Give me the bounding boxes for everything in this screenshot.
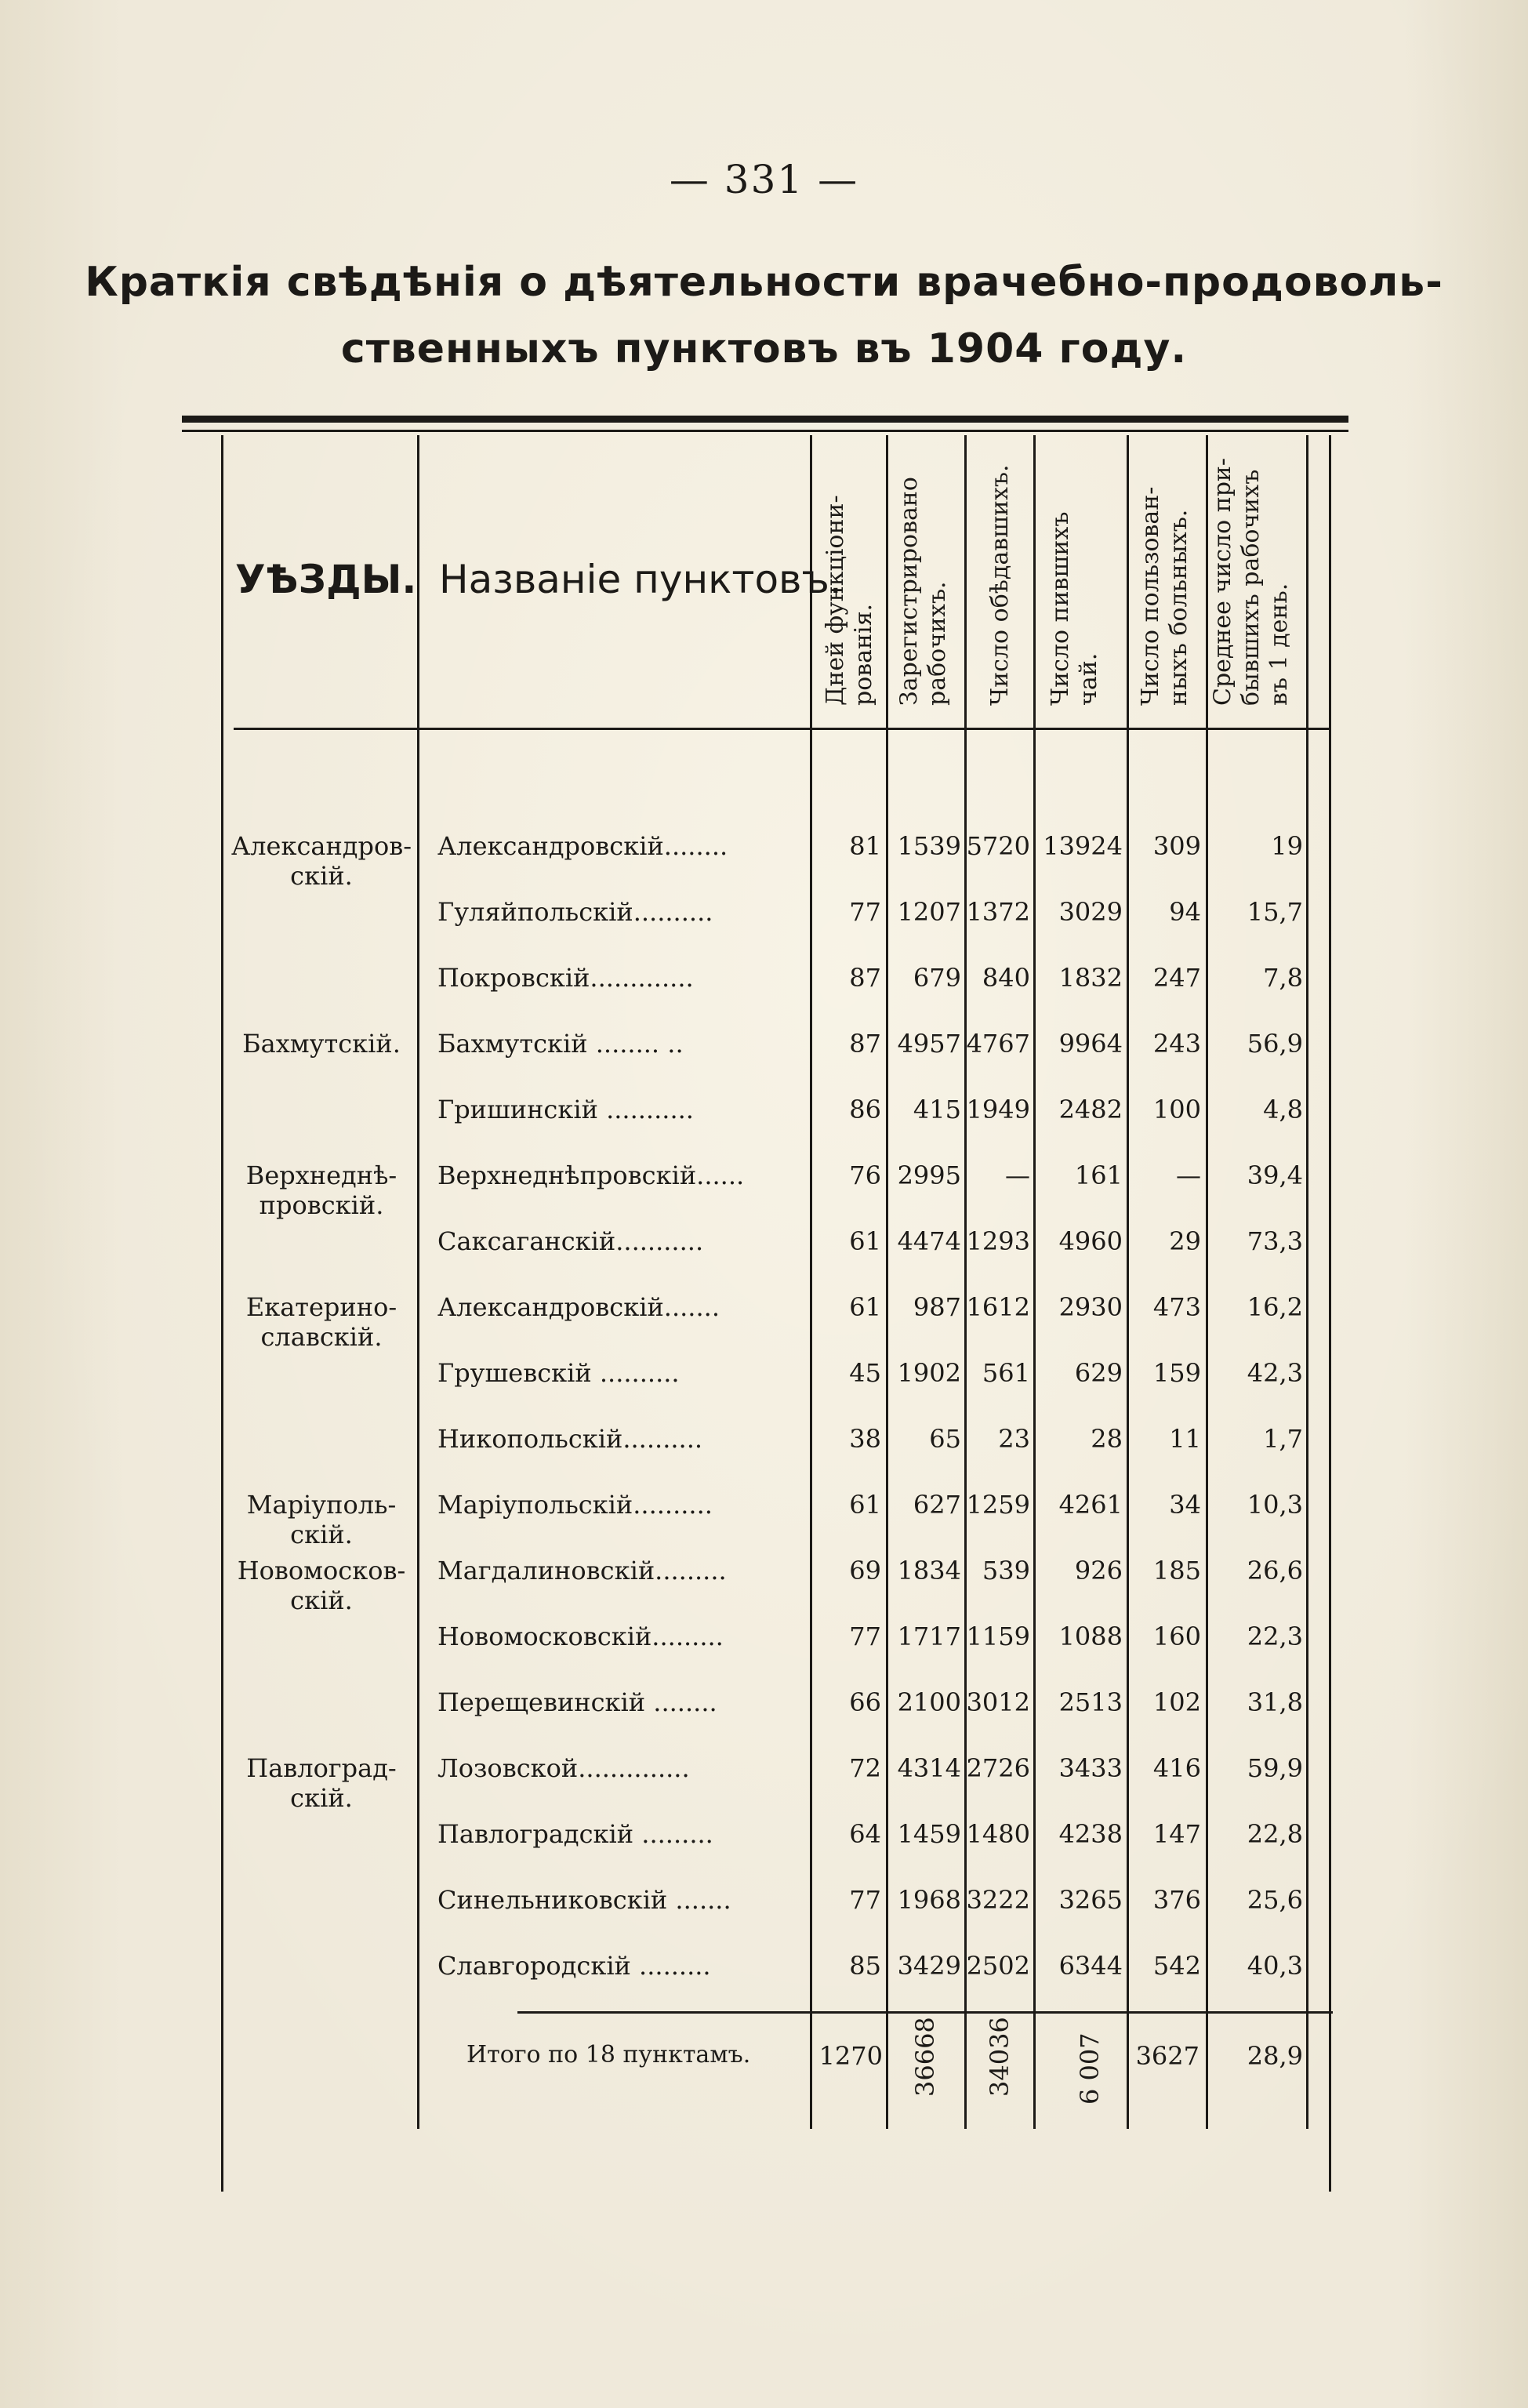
point-name: Синельниковскій ....... — [437, 1885, 731, 1915]
total-tea: 6 007 — [1075, 2032, 1105, 2105]
cell-tea: 1088 — [1058, 1622, 1123, 1651]
point-name: Гришинскій ........... — [437, 1095, 694, 1124]
cell-sick: 102 — [1152, 1687, 1201, 1717]
cell-days: 87 — [849, 963, 881, 993]
cell-tea: 28 — [1091, 1424, 1123, 1454]
col-divider-tea — [1127, 435, 1129, 2129]
point-name: Александровскій....... — [437, 1292, 720, 1322]
cell-fed: 3012 — [966, 1687, 1030, 1717]
page: — 331 — Краткія свѣдѣнія о дѣятельности врачебно-продоволь- ственныхъ пунктовъ въ 1904 году. УѢЗДЫ. Названіе пунктовъ. Дней функціони- рованія. Зарегистрировано рабочихъ. Число обѣдавшихъ. Число пившихъ чай. Число пользован- ныхъ больныхъ. Среднее число при- бывшихъ рабочихъ въ 1 день. Александров- скій. Александровскій........ 81 1539 5720 13924 309 19 Гуляйпольскій.......... 77 1207 1372 3029 94 15,7 Покровскій............. 87 679 840 1832 247 7,8 Бахмутскій. Бахмутскій ........ .. 87 4957 4767 9964 243 56,9 Гришинскій ........... 86 415 1949 2482 100 4,8 Верхнеднѣ- провскій. Верхнеднѣпровскій...... 76 2995 — 161 — 39,4 Саксаганскій........... 61 4474 1293 4960 29 73,3 Екатерино- славскій. Александровскій....... 61 987 1612 2930 473 16,2 Грушевскій .......... 45 1902 561 629 159 42,3 Никопольскій.......... 38 65 23 28 11 1,7 Маріуполь- скій. Маріупольскій.......... 61 627 1259 4261 34 10,3 Новомосков- скій. Магдалиновскій......... 69 1834 539 926 185 26,6 Новомосковскій......... 77 1717 1159 1088 160 22,3 Перещевинскій ........ 66 2100 3012 2513 102 31,8 Павлоград- скій. Лозовской.............. 72 4314 2726 3433 416 59,9 Павлоградскій ......... 64 1459 1480 4238 147 22,8 Синельниковскій ....... 77 1968 3222 3265 376 25,6 Славгородскій ......... 85 3429 2502 6344 542 40,3 Итого по 18 пунктамъ. 1270 36668 34036 6 007 3627 28,9 — [0, 0, 1528, 2408]
cell-sick: 34 — [1169, 1490, 1201, 1520]
point-name: Гуляйпольскій.......... — [437, 897, 713, 927]
cell-days: 87 — [849, 1029, 881, 1059]
col-divider-uezd — [417, 435, 419, 2129]
cell-fed: 2726 — [966, 1753, 1030, 1783]
cell-avg: 10,3 — [1247, 1490, 1303, 1520]
cell-days: 76 — [849, 1160, 881, 1190]
cell-reg: 1459 — [897, 1819, 961, 1849]
header-name: Названіе пунктовъ. — [439, 557, 842, 602]
cell-fed: 1612 — [966, 1292, 1030, 1322]
cell-fed: 561 — [982, 1358, 1030, 1388]
cell-avg: 40,3 — [1247, 1951, 1303, 1981]
col-divider-name — [810, 435, 812, 2129]
cell-tea: 629 — [1074, 1358, 1123, 1388]
cell-reg: 679 — [913, 963, 961, 993]
cell-tea: 13924 — [1043, 831, 1123, 861]
cell-reg: 2100 — [897, 1687, 961, 1717]
cell-avg: 42,3 — [1247, 1358, 1303, 1388]
cell-fed: 1949 — [966, 1095, 1030, 1124]
cell-avg: 19 — [1271, 831, 1303, 861]
cell-sick: 542 — [1152, 1951, 1201, 1981]
total-avg: 28,9 — [1247, 2041, 1303, 2071]
point-name: Славгородскій ......... — [437, 1951, 711, 1981]
point-name: Новомосковскій......... — [437, 1622, 724, 1651]
cell-sick: 159 — [1152, 1358, 1201, 1388]
cell-days: 45 — [849, 1358, 881, 1388]
col-divider-reg — [964, 435, 967, 2129]
cell-tea: 926 — [1074, 1556, 1123, 1585]
cell-days: 61 — [849, 1226, 881, 1256]
uezd-label: Александров- скій. — [230, 831, 412, 891]
total-sick: 3627 — [1135, 2041, 1200, 2071]
cell-days: 64 — [849, 1819, 881, 1849]
header-uezd: УѢЗДЫ. — [235, 557, 417, 602]
col-divider-sick — [1206, 435, 1208, 2129]
cell-days: 81 — [849, 831, 881, 861]
cell-reg: 4314 — [897, 1753, 961, 1783]
cell-avg: 4,8 — [1263, 1095, 1303, 1124]
cell-tea: 1832 — [1058, 963, 1123, 993]
total-days: 1270 — [818, 2041, 883, 2071]
uezd-label: Маріуполь- скій. — [246, 1490, 397, 1549]
cell-days: 72 — [849, 1753, 881, 1783]
cell-tea: 4261 — [1058, 1490, 1123, 1520]
cell-reg: 987 — [913, 1292, 961, 1322]
cell-days: 85 — [849, 1951, 881, 1981]
cell-tea: 161 — [1074, 1160, 1123, 1190]
cell-sick: 29 — [1169, 1226, 1201, 1256]
point-name: Перещевинскій ........ — [437, 1687, 717, 1717]
cell-fed: 23 — [998, 1424, 1030, 1454]
cell-reg: 415 — [913, 1095, 961, 1124]
cell-days: 77 — [849, 1622, 881, 1651]
cell-days: 38 — [849, 1424, 881, 1454]
cell-fed: 1293 — [966, 1226, 1030, 1256]
point-name: Магдалиновскій......... — [437, 1556, 727, 1585]
cell-tea: 9964 — [1058, 1029, 1123, 1059]
cell-avg: 59,9 — [1247, 1753, 1303, 1783]
cell-days: 61 — [849, 1490, 881, 1520]
cell-tea: 4238 — [1058, 1819, 1123, 1849]
title-line-2: ственныхъ пунктовъ въ 1904 году. — [340, 325, 1188, 372]
cell-reg: 1539 — [897, 831, 961, 861]
cell-fed: 1259 — [966, 1490, 1030, 1520]
cell-fed: 840 — [982, 963, 1030, 993]
cell-tea: 2513 — [1058, 1687, 1123, 1717]
cell-avg: 1,7 — [1263, 1424, 1303, 1454]
cell-days: 66 — [849, 1687, 881, 1717]
uezd-label: Бахмутскій. — [242, 1029, 401, 1059]
cell-sick: 416 — [1152, 1753, 1201, 1783]
total-label: Итого по 18 пунктамъ. — [466, 2041, 751, 2068]
cell-days: 77 — [849, 1885, 881, 1915]
title-line-1: Краткія свѣдѣнія о дѣятельности врачебно-продоволь- — [85, 259, 1443, 306]
cell-sick: 160 — [1152, 1622, 1201, 1651]
cell-sick: 94 — [1169, 897, 1201, 927]
point-name: Александровскій........ — [437, 831, 728, 861]
cell-avg: 73,3 — [1247, 1226, 1303, 1256]
cell-fed: 3222 — [966, 1885, 1030, 1915]
cell-sick: 185 — [1152, 1556, 1201, 1585]
cell-fed: 2502 — [966, 1951, 1030, 1981]
cell-reg: 627 — [913, 1490, 961, 1520]
cell-days: 77 — [849, 897, 881, 927]
uezd-label: Екатерино- славскій. — [245, 1292, 397, 1352]
cell-days: 69 — [849, 1556, 881, 1585]
table-left-border — [221, 435, 223, 2192]
cell-sick: 147 — [1152, 1819, 1201, 1849]
cell-sick: 243 — [1152, 1029, 1201, 1059]
total-fed: 34036 — [985, 2017, 1014, 2097]
cell-tea: 4960 — [1058, 1226, 1123, 1256]
cell-avg: 15,7 — [1247, 897, 1303, 927]
cell-fed: 1159 — [966, 1622, 1030, 1651]
cell-fed: 1372 — [966, 897, 1030, 927]
point-name: Саксаганскій........... — [437, 1226, 704, 1256]
point-name: Покровскій............. — [437, 963, 694, 993]
cell-avg: 39,4 — [1247, 1160, 1303, 1190]
header-bottom-rule — [234, 728, 1331, 730]
point-name: Лозовской.............. — [437, 1753, 690, 1783]
point-name: Грушевскій .......... — [437, 1358, 680, 1388]
uezd-label: Верхнеднѣ- провскій. — [245, 1160, 397, 1220]
col-divider-days — [886, 435, 888, 2129]
cell-tea: 2482 — [1058, 1095, 1123, 1124]
cell-days: 61 — [849, 1292, 881, 1322]
cell-sick: 11 — [1169, 1424, 1201, 1454]
cell-fed: 1480 — [966, 1819, 1030, 1849]
cell-avg: 7,8 — [1263, 963, 1303, 993]
point-name: Бахмутскій ........ .. — [437, 1029, 684, 1059]
cell-days: 86 — [849, 1095, 881, 1124]
cell-sick: 100 — [1152, 1095, 1201, 1124]
cell-reg: 1834 — [897, 1556, 961, 1585]
cell-avg: 25,6 — [1247, 1885, 1303, 1915]
cell-reg: 1207 — [897, 897, 961, 927]
uezd-label: Павлоград- скій. — [246, 1753, 397, 1813]
cell-fed: 4767 — [966, 1029, 1030, 1059]
cell-sick: 247 — [1152, 963, 1201, 993]
col-divider-avg — [1306, 435, 1308, 2129]
col-divider-fed — [1033, 435, 1036, 2129]
point-name: Верхнеднѣпровскій...... — [437, 1160, 745, 1190]
cell-reg: 4957 — [897, 1029, 961, 1059]
cell-tea: 3265 — [1058, 1885, 1123, 1915]
cell-sick: 309 — [1152, 831, 1201, 861]
cell-tea: 2930 — [1058, 1292, 1123, 1322]
cell-reg: 4474 — [897, 1226, 961, 1256]
point-name: Маріупольскій.......... — [437, 1490, 713, 1520]
cell-avg: 22,8 — [1247, 1819, 1303, 1849]
cell-fed: 539 — [982, 1556, 1030, 1585]
cell-sick: — — [1176, 1160, 1201, 1190]
cell-avg: 56,9 — [1247, 1029, 1303, 1059]
cell-reg: 1968 — [897, 1885, 961, 1915]
cell-sick: 376 — [1152, 1885, 1201, 1915]
page-number: — 331 — — [669, 157, 859, 202]
total-rule — [517, 2011, 1333, 2014]
cell-avg: 22,3 — [1247, 1622, 1303, 1651]
cell-tea: 3433 — [1058, 1753, 1123, 1783]
cell-reg: 2995 — [897, 1160, 961, 1190]
cell-fed: 5720 — [966, 831, 1030, 861]
cell-tea: 6344 — [1058, 1951, 1123, 1981]
cell-tea: 3029 — [1058, 897, 1123, 927]
table-right-border — [1329, 435, 1331, 2192]
cell-fed: — — [1005, 1160, 1030, 1190]
uezd-label: Новомосков- скій. — [237, 1556, 406, 1615]
cell-sick: 473 — [1152, 1292, 1201, 1322]
point-name: Никопольскій.......... — [437, 1424, 703, 1454]
cell-avg: 31,8 — [1247, 1687, 1303, 1717]
cell-reg: 1717 — [897, 1622, 961, 1651]
cell-avg: 16,2 — [1247, 1292, 1303, 1322]
point-name: Павлоградскій ......... — [437, 1819, 713, 1849]
cell-reg: 1902 — [897, 1358, 961, 1388]
total-registered: 36668 — [910, 2017, 940, 2097]
cell-reg: 3429 — [897, 1951, 961, 1981]
cell-avg: 26,6 — [1247, 1556, 1303, 1585]
cell-reg: 65 — [929, 1424, 961, 1454]
